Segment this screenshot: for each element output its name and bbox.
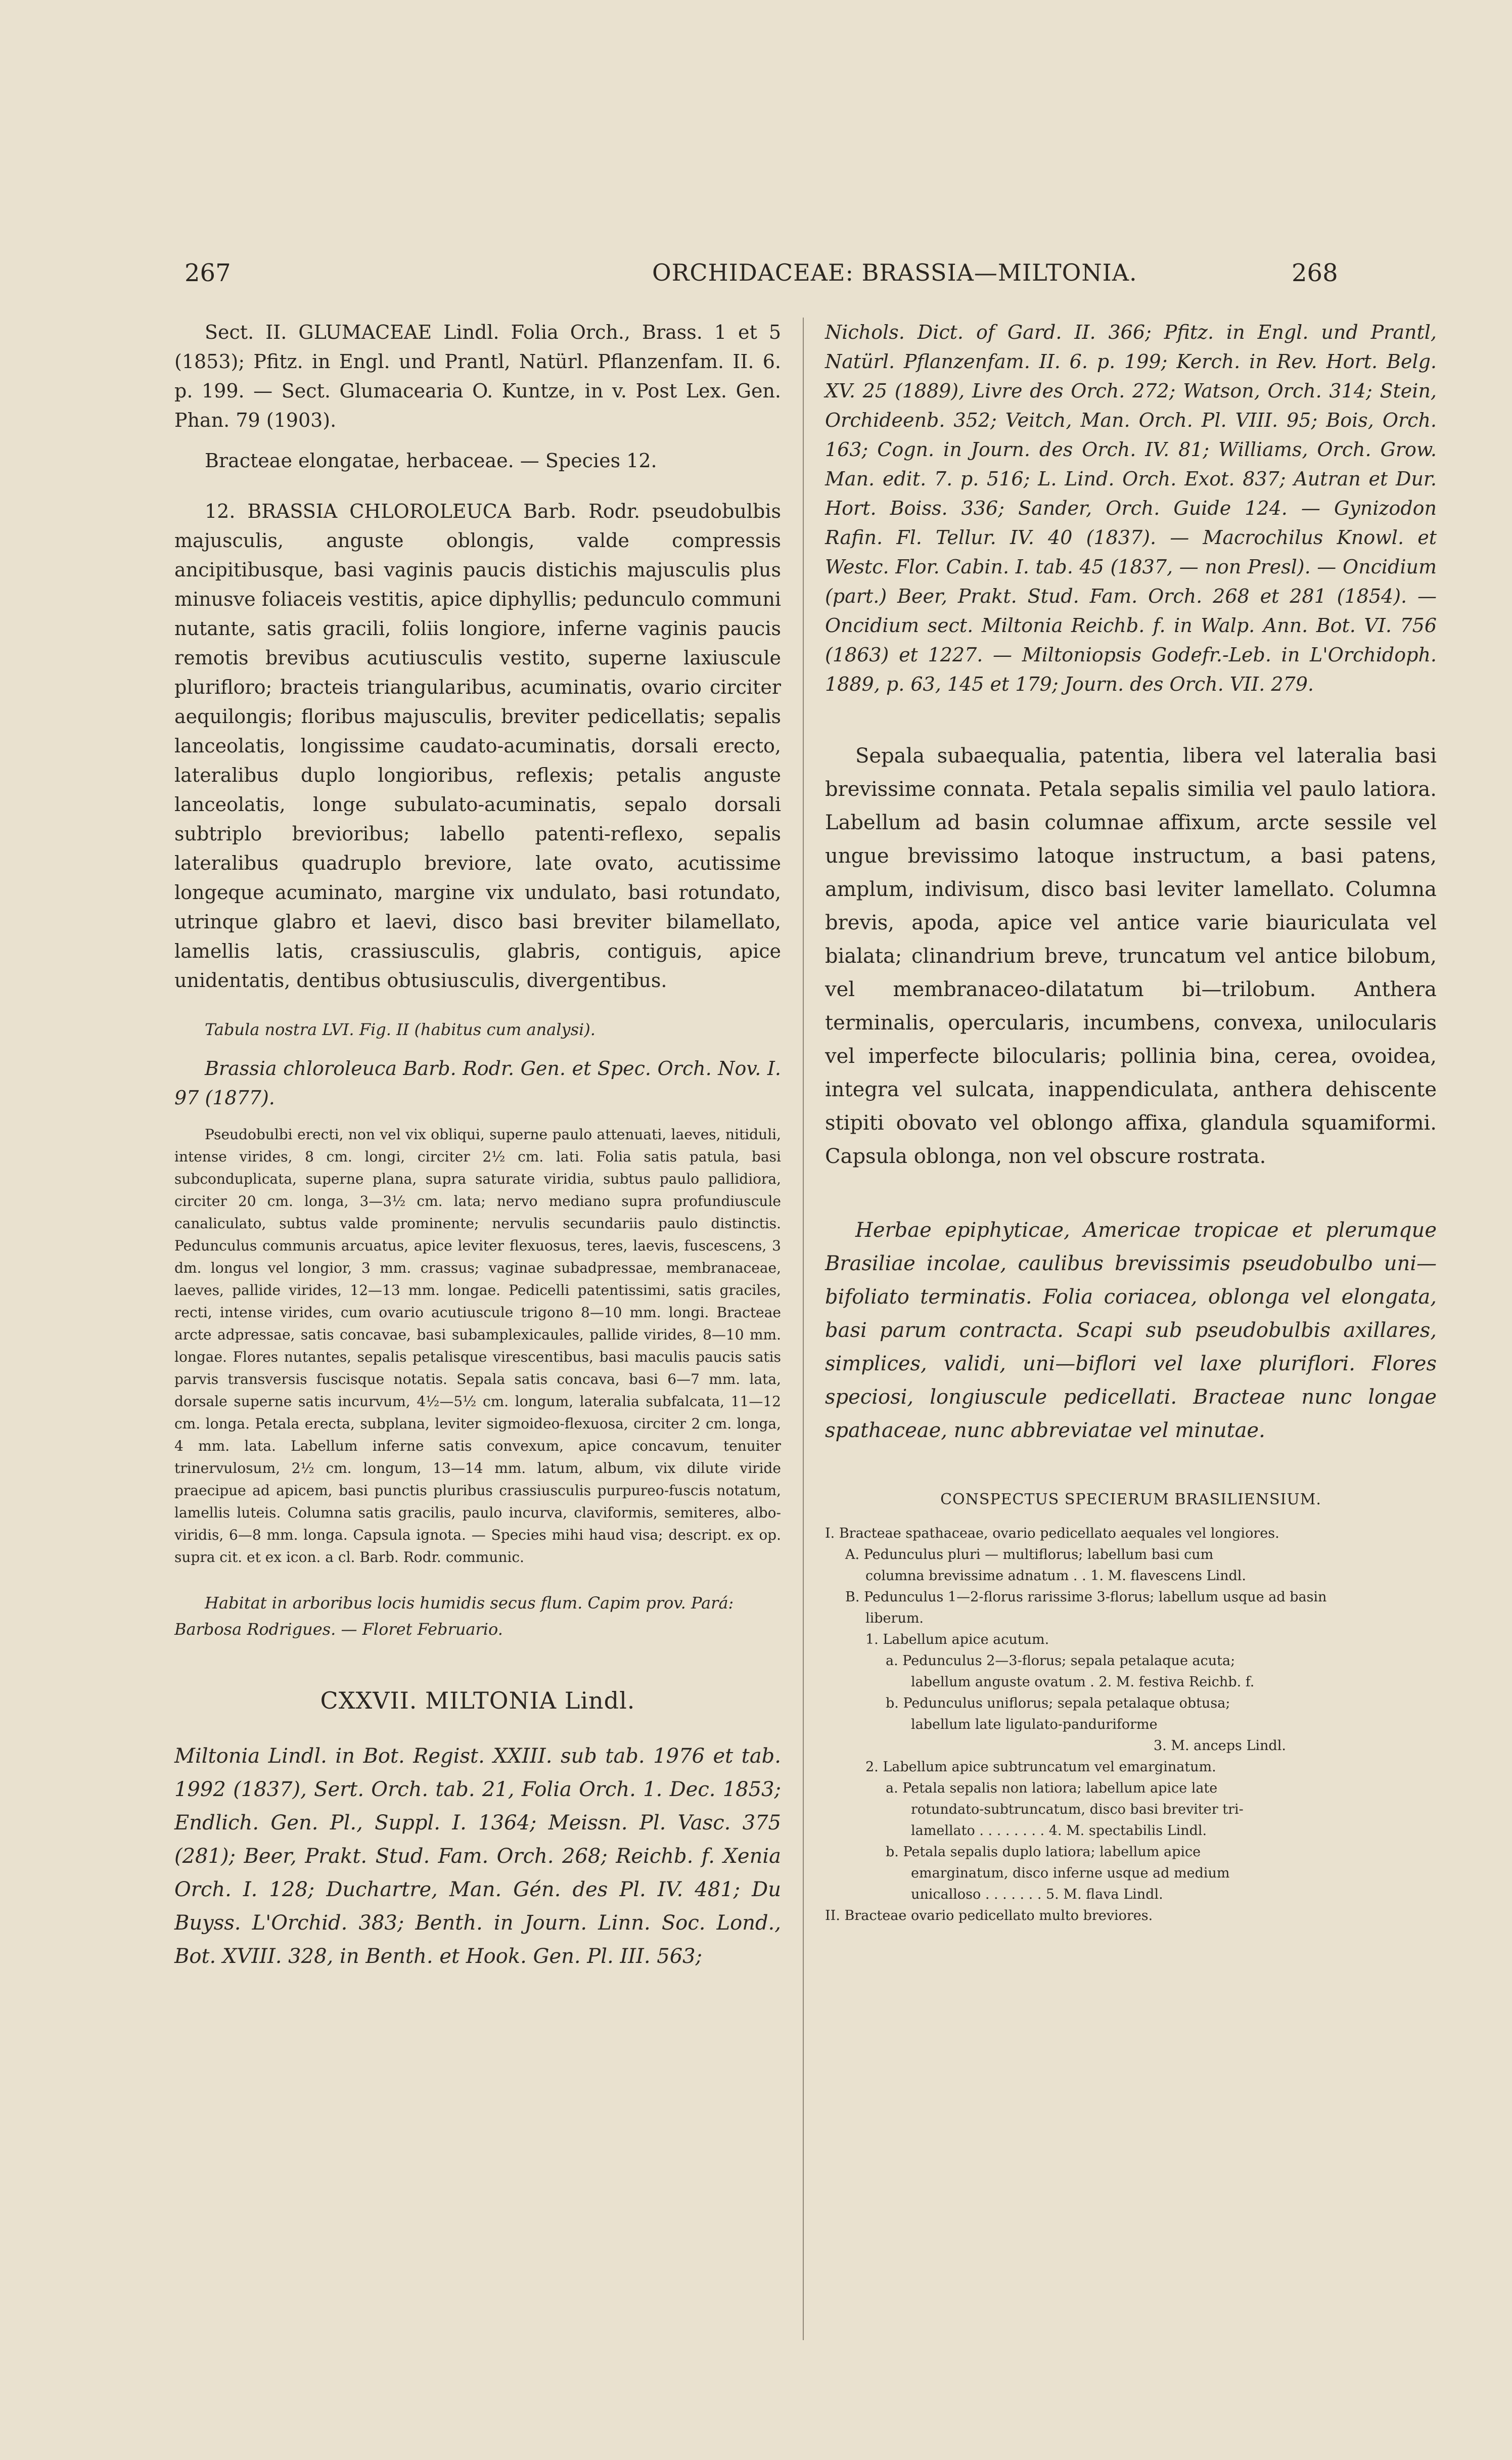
genus-references: Miltonia Lindl. in Bot. Regist. XXIII. sub tab. 1976 et tab. 1992 (1837), Sert. Orch. tab. 21, Folia Orch. 1. Dec. 1853; Endlich. Gen. Pl., Suppl. I. 1364; Meissn. Pl. Vasc. 375 (281); Beer, Prakt. Stud. Fam. Orch. 268; Reichb. f. Xenia Orch. I. 128; Duchartre, Man. Gén. des Pl. IV. 481; Du Buyss. L'Orchid. 383; Benth. in Journ. Linn. Soc. Lond., Bot. XVIII. 328, in Benth. et Hook. Gen. Pl. III. 563; <box>174 1745 781 1968</box>
key-line: B. Pedunculus 1—2-florus rarissime 3-florus; labellum usque ad basin <box>845 1589 1327 1605</box>
key-line: A. Pedunculus pluri — multiflorus; labellum basi cum <box>845 1547 1214 1562</box>
key-line: liberum. <box>865 1611 924 1626</box>
habitat-line: Habitat in arboribus locis humidis secus flum. Capim prov. Pará: Barbosa Rodrigues. — Floret Februario. <box>174 1593 734 1639</box>
species-key <box>825 1523 1437 1927</box>
conspectus-title: CONSPECTUS SPECIERUM BRASILIENSIUM. <box>940 1491 1321 1508</box>
key-line: lamellato . . . . . . . . 4. M. spectabilis Lindl. <box>911 1823 1207 1839</box>
species-description: 12. BRASSIA CHLOROLEUCA Barb. Rodr. pseudobulbis majusculis, anguste oblongis, valde compressis ancipitibusque, basi vaginis paucis distichis majusculis plus minusve foliaceis vestitis, apice diphyllis; pedunculo communi nutante, satis gracili, foliis longiore, inferne vaginis paucis remotis brevibus acutiusculis vestito, superne laxiuscule plurifloro; bracteis triangularibus, acuminatis, ovario circiter aequilongis; floribus majusculis, breviter pedicellatis; sepalis lanceolatis, longissime caudato-acuminatis, dorsali erecto, lateralibus duplo longioribus, reflexis; petalis anguste lanceolatis, longe subulato-acuminatis, sepalo dorsali subtriplo brevioribus; labello patenti-reflexo, sepalis lateralibus quadruplo breviore, late ovato, acutissime longeque acuminato, margine vix undulato, basi rotundato, utrinque glabro et laevi, disco basi breviter bilamellato, lamellis latis, crassiusculis, glabris, contiguis, apice unidentatis, dentibus obtusiusculis, divergentibus. <box>174 500 781 992</box>
running-title: ORCHIDACEAE: BRASSIA—MILTONIA. <box>652 259 1137 286</box>
key-line: columna brevissime adnatum . . 1. M. flavescens Lindl. <box>865 1568 1246 1584</box>
running-header <box>0 259 1512 294</box>
key-line: I. Bracteae spathaceae, ovario pedicellato aequales vel longiores. <box>825 1526 1279 1541</box>
key-line: unicalloso . . . . . . . 5. M. flava Lindl. <box>911 1887 1163 1902</box>
herbae-paragraph: Herbae epiphyticae, Americae tropicae et plerumque Brasiliae incolae, caulibus brevissimis pseudobulbo uni—bifoliato terminatis. Folia coriacea, oblonga vel elongata, basi parum contracta. Scapi sub pseudobulbis axillares, simplices, validi, uni—biflori vel laxe pluriflori. Flores speciosi, longiuscule pedicellati. Bracteae nunc longae spathaceae, nunc abbreviatae vel minutae. <box>825 1219 1437 1442</box>
left-column <box>174 318 781 1973</box>
genus-description: Sepala subaequalia, patentia, libera vel lateralia basi brevissime connata. Petala sepalis similia vel paulo latiora. Labellum ad basin columnae affixum, arcte sessile vel ungue brevissimo latoque instructum, a basi patens, amplum, indivisum, disco basi leviter lamellato. Columna brevis, apoda, apice vel antice varie biauriculata vel bialata; clinandrium breve, truncatum vel antice bilobum, vel membranaceo-dilatatum bi—trilobum. Anthera terminalis, opercularis, incumbens, convexa, unilocularis vel imperfecte bilocularis; pollinia bina, cerea, ovoidea, integra vel sulcata, inappendiculata, anthera dehiscente stipiti obovato vel oblongo affixa, glandula squamiformi. Capsula oblonga, non vel obscure rostrata. <box>825 744 1437 1168</box>
key-line: a. Petala sepalis non latiora; labellum apice late <box>886 1780 1218 1796</box>
key-line: a. Pedunculus 2—3-florus; sepala petalaque acuta; <box>886 1653 1235 1669</box>
detailed-description: Pseudobulbi erecti, non vel vix obliqui, superne paulo attenuati, laeves, nitiduli, intense virides, 8 cm. longi, circiter 2½ cm. lati. Folia satis patula, basi subconduplicata, superne plana, supra saturate viridia, subtus paulo pallidiora, circiter 20 cm. longa, 3—3½ cm. lata; nervo mediano supra profundiuscule canaliculato, subtus valde prominente; nervulis secundariis paulo distinctis. Pedunculus communis arcuatus, apice leviter flexuosus, teres, laevis, fuscescens, 3 dm. longus vel longior, 3 mm. crassus; vaginae subadpressae, membranaceae, laeves, pallide virides, 12—13 mm. longae. Pedicelli patentissimi, satis graciles, recti, intense virides, cum ovario acutiuscule trigono 8—10 mm. longi. Bracteae arcte adpressae, satis concavae, basi subamplexicaules, pallide virides, 8—10 mm. longae. Flores nutantes, sepalis petalisque virescentibus, basi maculis paucis satis parvis transversis fuscisque notatis. Sepala satis concava, basi 6—7 mm. lata, dorsale superne satis incurvum, 4½—5½ cm. longum, lateralia subfalcata, 11—12 cm. longa. Petala erecta, subplana, leviter sigmoideo-flexuosa, circiter 2 cm. longa, 4 mm. lata. Labellum inferne satis convexum, apice concavum, tenuiter trinervulosum, 2½ cm. longum, 13—14 mm. latum, album, vix dilute viride praecipue ad apicem, basi punctis pluribus crassiusculis purpureo-fuscis notatum, lamellis luteis. Columna satis gracilis, paulo incurva, claviformis, semiteres, albo-viridis, 6—8 mm. longa. Capsula ignota. — Species mihi haud visa; descript. ex op. supra cit. et ex icon. a cl. Barb. Rodr. communic. <box>174 1126 781 1566</box>
section-paragraph: Sect. II. GLUMACEAE Lindl. Folia Orch., Brass. 1 et 5 (1853); Pfitz. in Engl. und Prantl, Natürl. Pflanzenfam. II. 6. p. 199. — Sect. Glumacearia O. Kuntze, in v. Post Lex. Gen. Phan. 79 (1903). <box>174 321 781 431</box>
key-line: b. Petala sepalis duplo latiora; labellum apice <box>886 1844 1201 1860</box>
bracteae-line: Bracteae elongatae, herbaceae. — Species 12. <box>205 450 657 472</box>
page-number-left: 267 <box>185 259 231 287</box>
key-line: 3. M. anceps Lindl. <box>1154 1738 1286 1754</box>
synonym-line: Brassia chloroleuca Barb. Rodr. Gen. et Spec. Orch. Nov. I. 97 (1877). <box>174 1057 781 1109</box>
tabula-line: Tabula nostra LVI. Fig. II (habitus cum analysi). <box>205 1020 595 1039</box>
key-line: 1. Labellum apice acutum. <box>865 1632 1049 1647</box>
key-line: labellum late ligulato-panduriforme <box>911 1717 1158 1732</box>
right-column <box>825 318 1437 1927</box>
genus-references-continued: Nichols. Dict. of Gard. II. 366; Pfitz. in Engl. und Prantl, Natürl. Pflanzenfam. II. 6. p. 199; Kerch. in Rev. Hort. Belg. XV. 25 (1889), Livre des Orch. 272; Watson, Orch. 314; Stein, Orchideenb. 352; Veitch, Man. Orch. Pl. VIII. 95; Bois, Orch. 163; Cogn. in Journ. des Orch. IV. 81; Williams, Orch. Grow. Man. edit. 7. p. 516; L. Lind. Orch. Exot. 837; Autran et Dur. Hort. Boiss. 336; Sander, Orch. Guide 124. — Gynizodon Rafin. Fl. Tellur. IV. 40 (1837). — Macrochilus Knowl. et Westc. Flor. Cabin. I. tab. 45 (1837, — non Presl). — Oncidium (part.) Beer, Prakt. Stud. Fam. Orch. 268 et 281 (1854). — Oncidium sect. Miltonia Reichb. f. in Walp. Ann. Bot. VI. 756 (1863) et 1227. — Miltoniopsis Godefr.-Leb. in L'Orchidoph. 1889, p. 63, 145 et 179; Journ. des Orch. VII. 279. <box>825 321 1437 695</box>
key-line: emarginatum, disco inferne usque ad medium <box>911 1865 1230 1881</box>
page-number-right: 268 <box>1292 259 1338 287</box>
key-line: II. Bracteae ovario pedicellato multo breviores. <box>825 1908 1153 1924</box>
key-line: b. Pedunculus uniflorus; sepala petalaque obtusa; <box>886 1695 1230 1711</box>
key-line: rotundato-subtruncatum, disco basi breviter tri- <box>911 1802 1244 1817</box>
column-divider <box>803 318 804 2340</box>
key-line: labellum anguste ovatum . 2. M. festiva Reichb. f. <box>911 1674 1255 1690</box>
genus-title: CXXVII. MILTONIA Lindl. <box>320 1687 635 1714</box>
key-line: 2. Labellum apice subtruncatum vel emarginatum. <box>865 1759 1216 1775</box>
